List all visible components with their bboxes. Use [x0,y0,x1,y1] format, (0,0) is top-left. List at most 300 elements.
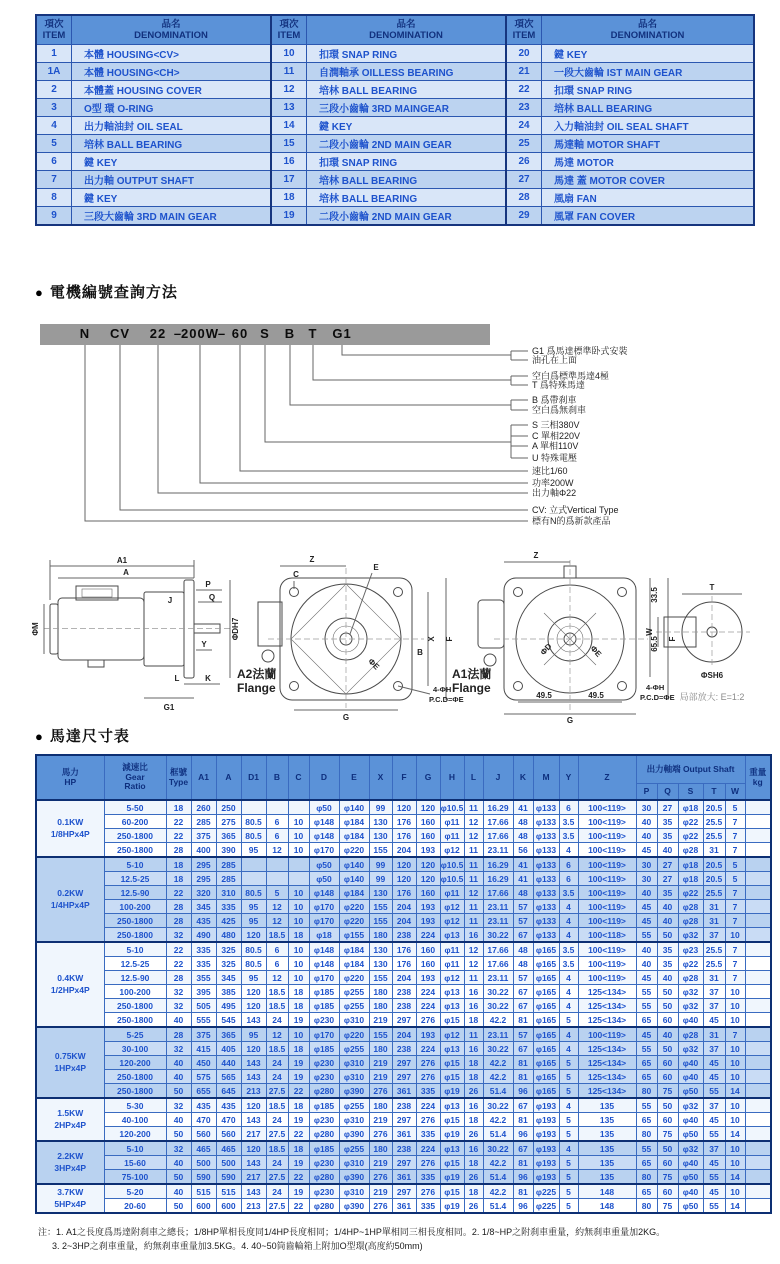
size-cell: 238 [392,928,416,943]
size-cell: 285 [216,872,241,886]
part-item-no: 20 [506,45,542,63]
size-cell: 80 [636,1084,657,1099]
size-cell: 204 [392,900,416,914]
part-item-no: 3 [36,99,72,117]
size-cell: 65 [636,1184,657,1199]
size-cell: 50 [166,1084,191,1099]
size-cell: 26 [464,1170,483,1185]
size-cell: φ18 [678,800,703,815]
size-cell: φ230 [309,1184,339,1199]
size-cell: φ19 [440,1127,464,1142]
col-dim-g: G [416,755,440,800]
size-cell: 7 [725,900,745,914]
size-cell: 37 [703,985,725,999]
size-cell: 450 [191,1056,216,1070]
size-cell: 575 [191,1070,216,1084]
size-cell: 80 [636,1170,657,1185]
size-cell: 75 [657,1084,678,1099]
col-dim-f: F [392,755,416,800]
dim-label-a1f-phie: ΦE [588,643,604,659]
size-row [36,942,771,957]
size-cell: φ13 [440,1141,464,1156]
size-header-row-1 [36,755,771,784]
size-cell: 65 [636,1070,657,1084]
part-name: 馬達軸 MOTOR SHAFT [542,135,755,153]
size-cell: 40 [166,1113,191,1127]
col-frame-type: 框號 Type [166,755,191,800]
size-cell: 125<134> [578,1013,636,1028]
size-cell: φ133 [533,872,559,886]
model-code-token: 200W [181,326,219,341]
size-cell: 224 [416,999,440,1013]
size-cell: φ310 [339,1156,369,1170]
size-cell: 130 [369,942,392,957]
size-row [36,1156,771,1170]
part-item-no: 4 [36,117,72,135]
size-cell: 32 [166,928,191,943]
size-cell: 17.66 [483,886,513,900]
size-cell: 120 [241,999,266,1013]
size-cell: 276 [416,1056,440,1070]
size-cell: 32 [166,985,191,999]
size-cell: φ13 [440,928,464,943]
size-cell: φ15 [440,1184,464,1199]
size-cell: 18 [166,857,191,872]
size-cell: 35 [657,942,678,957]
size-cell: 297 [392,1056,416,1070]
size-cell: φ13 [440,1042,464,1056]
ratio-cell: 250-1800 [104,1070,166,1084]
bullet-icon: ● [35,285,44,300]
size-cell: 297 [392,1156,416,1170]
size-cell: 7 [725,971,745,985]
dim-label-a1f-495a: 49.5 [536,691,552,700]
size-cell: 180 [369,985,392,999]
size-cell: φ140 [339,872,369,886]
size-cell: φ184 [339,829,369,843]
size-cell: 470 [191,1113,216,1127]
size-cell: 100<119> [578,942,636,957]
size-table-title-text: 馬達尺寸表 [49,728,130,745]
size-cell: 45 [636,843,657,858]
size-cell: 480 [216,928,241,943]
size-cell: 6 [559,857,578,872]
size-cell: φ230 [309,1056,339,1070]
size-cell: 224 [416,1098,440,1113]
part-item-no: 7 [36,171,72,189]
ratio-cell: 100-200 [104,985,166,999]
size-cell: 11 [464,800,483,815]
size-cell: 95 [241,843,266,858]
size-cell: 50 [657,1042,678,1056]
size-cell: φ193 [533,1141,559,1156]
ratio-cell: 250-1800 [104,1013,166,1028]
size-cell: 26 [464,1199,483,1214]
size-cell: φ165 [533,1013,559,1028]
size-cell: φ19 [440,1199,464,1214]
size-cell: 41 [513,872,533,886]
size-cell: 50 [657,985,678,999]
part-name: 扣環 SNAP RING [307,153,507,171]
size-cell [241,857,266,872]
size-cell: φ32 [678,985,703,999]
hp-group-label: 0.2KW 1/4HPx4P [36,857,104,942]
parts-row [36,81,754,99]
size-cell [266,800,288,815]
size-cell: 55 [636,1141,657,1156]
size-cell: 7 [725,886,745,900]
parts-row [36,99,754,117]
size-cell: 18.5 [266,999,288,1013]
size-cell [745,999,771,1013]
size-cell: 17.66 [483,942,513,957]
size-cell: 51.4 [483,1084,513,1099]
ratio-cell: 120-200 [104,1056,166,1070]
size-cell: 48 [513,942,533,957]
size-cell: 28 [166,843,191,858]
part-name: 一段大齒輪 IST MAIN GEAR [542,63,755,81]
size-cell: 99 [369,872,392,886]
size-cell: 25.5 [703,957,725,971]
size-cell: φ13 [440,999,464,1013]
size-cell: φ165 [533,985,559,999]
size-cell: 18 [464,1156,483,1170]
col-dim-a: A [216,755,241,800]
size-cell: 18 [288,1141,309,1156]
size-cell: 100<119> [578,886,636,900]
size-cell: φ15 [440,1113,464,1127]
part-name: 出力軸油封 OIL SEAL [72,117,272,135]
size-cell: φ184 [339,815,369,829]
col-shaft-p: P [636,784,657,801]
size-row [36,800,771,815]
size-cell: 32 [166,1141,191,1156]
flange-a1-title: A1法蘭 [452,667,492,681]
dim-label-a: A [123,568,129,577]
size-cell: 19 [288,1184,309,1199]
size-cell: 60 [657,1113,678,1127]
size-cell: 325 [216,957,241,971]
size-cell [745,942,771,957]
size-cell: 100<119> [578,800,636,815]
dim-label-a1f-495b: 49.5 [588,691,604,700]
size-row [36,1184,771,1199]
size-cell [745,1127,771,1142]
dim-label-detail-w: W [645,628,654,636]
size-cell: 10 [288,815,309,829]
size-cell: φ23 [678,942,703,957]
dim-label-a1f-z: Z [533,551,539,560]
size-cell: 465 [216,1141,241,1156]
size-cell: 180 [369,1098,392,1113]
dim-label-phi-dh7: ΦDH7 [231,617,240,641]
size-cell: φ40 [678,1184,703,1199]
size-cell: φ28 [678,914,703,928]
size-cell: 238 [392,985,416,999]
size-cell: 18 [288,999,309,1013]
size-cell: 65 [636,1056,657,1070]
col-dim-e: E [339,755,369,800]
size-cell: φ11 [440,886,464,900]
size-cell: φ193 [533,1156,559,1170]
size-cell: 125<134> [578,1056,636,1070]
size-cell: 18 [464,1113,483,1127]
col-dim-d1: D1 [241,755,266,800]
size-cell: 55 [636,1098,657,1113]
parts-table [35,14,755,226]
size-cell: 30.22 [483,1141,513,1156]
part-name: 培林 BALL BEARING [307,189,507,207]
size-cell: 238 [392,1042,416,1056]
hp-group-label: 0.4KW 1/2HPx4P [36,942,104,1027]
size-cell: 40 [636,942,657,957]
size-cell: 19 [288,1070,309,1084]
col-item-3: 項次 ITEM [506,15,542,45]
size-cell: 500 [191,1156,216,1170]
size-cell: 22 [166,957,191,971]
size-cell: 12 [464,815,483,829]
part-item-no: 16 [271,153,307,171]
size-cell: 130 [369,886,392,900]
dim-label-a2-c: C [293,570,299,579]
size-cell: 555 [191,1013,216,1028]
size-cell: φ133 [533,886,559,900]
code-connector-diagram [0,345,780,555]
size-cell: 22 [166,829,191,843]
size-cell: 4 [559,999,578,1013]
size-cell: 25.5 [703,886,725,900]
col-gear-ratio: 減速比 Gear Ratio [104,755,166,800]
size-cell: 80.5 [241,815,266,829]
model-code-token: N [79,326,91,341]
size-cell: 590 [216,1170,241,1185]
size-row [36,985,771,999]
size-cell: 10 [288,914,309,928]
size-cell: 100<119> [578,857,636,872]
size-cell: 55 [636,1042,657,1056]
size-cell: 600 [216,1199,241,1214]
size-cell: 6 [266,942,288,957]
size-cell: 10 [288,886,309,900]
size-cell: 19 [288,1056,309,1070]
size-cell: φ230 [309,1070,339,1084]
size-cell: 100<118> [578,928,636,943]
model-code-token: CV [109,326,131,341]
size-cell: φ32 [678,928,703,943]
size-cell [288,872,309,886]
size-cell: φ133 [533,815,559,829]
size-cell: φ19 [440,1084,464,1099]
size-cell: φ18 [678,857,703,872]
size-cell: 45 [636,900,657,914]
size-cell: φ12 [440,843,464,858]
dim-label-a2-g: G [342,713,350,722]
size-cell: 4 [559,914,578,928]
size-cell: φ28 [678,843,703,858]
size-cell: 67 [513,1141,533,1156]
size-cell: φ50 [678,1199,703,1214]
size-cell: φ13 [440,1098,464,1113]
part-name: 二段小齒輪 2ND MAIN GEAR [307,135,507,153]
size-table-title [35,725,130,746]
size-cell: 18 [288,1042,309,1056]
size-cell: 155 [369,971,392,985]
size-cell: φ185 [309,1098,339,1113]
model-code-token: 22 [149,326,167,341]
size-cell: 75 [657,1170,678,1185]
parts-row [36,171,754,189]
part-item-no: 22 [506,81,542,99]
size-cell: 45 [703,1113,725,1127]
size-cell: 30.22 [483,1098,513,1113]
size-cell: 32 [166,999,191,1013]
size-cell: 19 [288,1013,309,1028]
size-cell: 4 [559,1098,578,1113]
size-cell: 18 [288,985,309,999]
part-name: 三段大齒輪 3RD MAIN GEAR [72,207,272,226]
size-cell: 204 [392,971,416,985]
size-cell: 81 [513,1056,533,1070]
size-cell: φ165 [533,1070,559,1084]
size-cell: φ220 [339,900,369,914]
size-cell: 18 [464,1070,483,1084]
size-cell: 325 [216,942,241,957]
size-cell: 120 [416,872,440,886]
size-cell: φ193 [533,1127,559,1142]
size-cell: 500 [216,1156,241,1170]
parts-table-head [36,15,754,45]
size-cell: φ12 [440,900,464,914]
part-item-no: 21 [506,63,542,81]
part-name: 扣環 SNAP RING [307,45,507,63]
size-cell: φ18 [309,928,339,943]
size-cell: φ12 [440,971,464,985]
size-cell: 40 [657,843,678,858]
size-cell: 16.29 [483,857,513,872]
size-cell: 135 [578,1113,636,1127]
dim-label-a2-phie: ΦE [366,656,382,672]
size-cell [745,1084,771,1099]
col-denomination-2: 品名 DENOMINATION [307,15,507,45]
size-cell: φ280 [309,1199,339,1214]
hp-group-label: 0.1KW 1/8HPx4P [36,800,104,857]
size-cell: 80.5 [241,829,266,843]
parts-row [36,135,754,153]
code-label-s380: S 三相380V [532,420,580,430]
size-row [36,999,771,1013]
size-cell: 10 [725,1098,745,1113]
motor-size-table [35,754,772,1214]
code-label-g1: G1 爲馬達標準卧式安裝 [532,346,628,356]
size-cell: 365 [216,829,241,843]
size-cell: 219 [369,1056,392,1070]
size-cell: 60 [657,1013,678,1028]
size-cell: 22 [166,815,191,829]
size-cell: 51.4 [483,1170,513,1185]
size-cell: 56 [513,843,533,858]
size-cell: 5 [559,1070,578,1084]
size-cell: 355 [191,971,216,985]
size-row [36,1127,771,1142]
part-item-no: 18 [271,189,307,207]
part-name: 入力軸油封 OIL SEAL SHAFT [542,117,755,135]
size-cell: 14 [725,1199,745,1214]
size-row [36,829,771,843]
size-cell [745,1113,771,1127]
ratio-cell: 5-10 [104,942,166,957]
size-row [36,815,771,829]
ratio-cell: 5-30 [104,1098,166,1113]
size-cell: φ390 [339,1170,369,1185]
code-label-b: B 爲帶刹車 [532,395,577,405]
size-cell: 176 [392,957,416,971]
part-item-no: 10 [271,45,307,63]
size-cell [745,872,771,886]
size-cell: 155 [369,900,392,914]
size-cell: 57 [513,914,533,928]
size-cell: 17.66 [483,829,513,843]
size-cell: 120 [241,1098,266,1113]
size-row [36,1042,771,1056]
size-cell: 75 [657,1199,678,1214]
size-cell: 100<119> [578,872,636,886]
size-cell: 405 [216,1042,241,1056]
ratio-cell: 20-60 [104,1199,166,1214]
size-cell: 40 [636,829,657,843]
size-cell: 193 [416,843,440,858]
size-cell: 14 [725,1127,745,1142]
size-cell [745,1027,771,1042]
size-cell: φ220 [339,1027,369,1042]
size-cell: 18.5 [266,928,288,943]
size-row [36,1098,771,1113]
size-cell: 224 [416,1141,440,1156]
size-cell: φ22 [678,829,703,843]
ratio-cell: 60-200 [104,815,166,829]
footnote-line-2: 3. 2~3HP之刹車重量，約無刹車重量加3.5KG。4. 40~50筒齒輪箱上附加O型環(高度約50mm) [52,1240,423,1251]
size-cell: 99 [369,857,392,872]
size-cell: 320 [191,886,216,900]
dim-label-a2-holes: 4-ΦH [433,685,452,694]
size-cell: 10 [725,928,745,943]
size-cell: φ133 [533,928,559,943]
col-denomination-3: 品名 DENOMINATION [542,15,755,45]
size-cell: 18 [166,800,191,815]
size-cell: 27.5 [266,1084,288,1099]
part-name: 培林 BALL BEARING [307,81,507,99]
size-row [36,971,771,985]
size-cell: φ32 [678,1098,703,1113]
size-cell: 55 [703,1199,725,1214]
size-cell: 10 [725,999,745,1013]
size-cell: 125<134> [578,985,636,999]
col-weight: 重量 kg [745,755,771,800]
size-cell: φ255 [339,999,369,1013]
size-cell: 48 [513,886,533,900]
size-cell: 27 [657,872,678,886]
size-cell: 45 [703,1156,725,1170]
size-cell: 5 [559,1184,578,1199]
size-cell [288,857,309,872]
size-cell: 3.5 [559,815,578,829]
ratio-cell: 12.5-90 [104,971,166,985]
size-cell: 130 [369,815,392,829]
ratio-cell: 120-200 [104,1127,166,1142]
size-cell: φ10.5 [440,873,464,884]
size-cell: 335 [416,1170,440,1185]
size-cell [745,1042,771,1056]
dim-label-a2-x: X [427,636,436,642]
